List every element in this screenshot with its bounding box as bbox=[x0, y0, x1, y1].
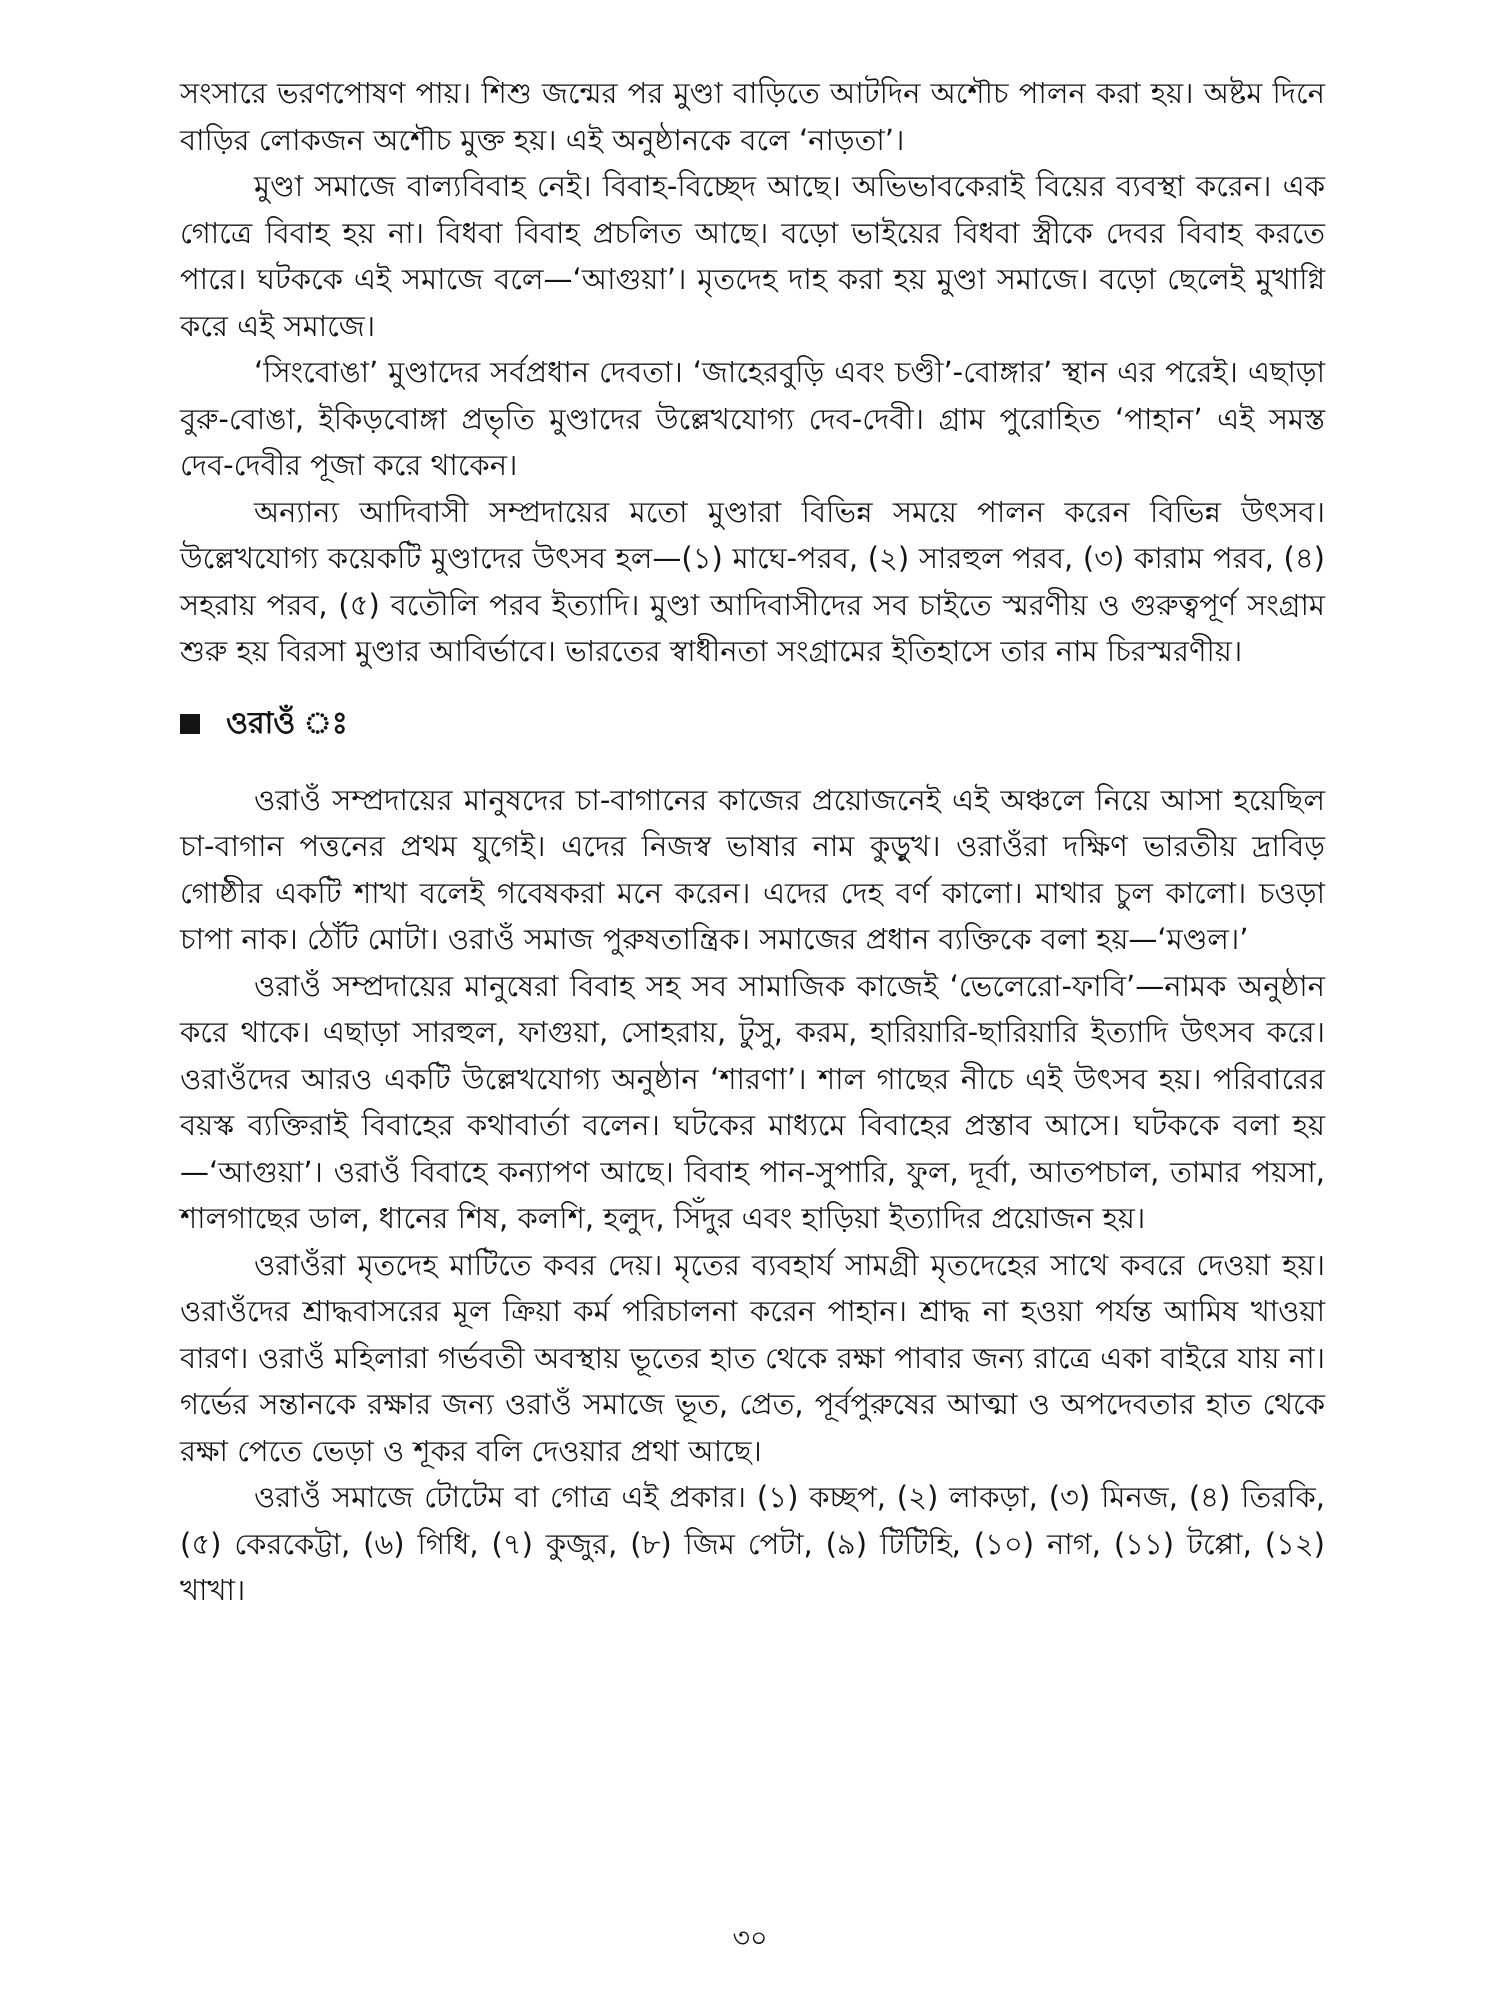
paragraph-oraon-totems: ওরাওঁ সমাজে টোটেম বা গোত্র এই প্রকার। (১) কচ্ছপ, (২) লাকড়া, (৩) মিনজ, (৪) তিরকি, (৫) কেরকেট্টা, (৬) গিধি, (৭) কুজুর, (৮) জিম পেটা, (৯) টিটিহি, (১০) নাগ, (১১) টপ্পো, (১২) খাখা। bbox=[180, 1480, 1325, 1607]
section-heading-text: ওরাওঁ ঃ bbox=[226, 705, 348, 741]
paragraph-oraon-rituals: ওরাওঁ সম্প্রদায়ের মানুষেরা বিবাহ সহ সব সামাজিক কাজেই ‘ভেলেরো-ফাবি’—নামক অনুষ্ঠান করে থাকে। এছাড়া সারহুল, ফাগুয়া, সোহরায়, টুসু, করম, হারিয়ারি-ছারিয়ারি ইত্যাদি উৎসব করে। ওরাওঁদের আরও একটি উল্লেখযোগ্য অনুষ্ঠান ‘শারণা’। শাল গাছের নীচে এই উৎসব হয়। পরিবারের বয়স্ক ব্যক্তিরাই বিবাহের কথাবার্তা বলেন। ঘটকের মাধ্যমে বিবাহের প্রস্তাব আসে। ঘটককে বলা হয়—‘আগুয়া’। ওরাওঁ বিবাহে কন্যাপণ আছে। বিবাহ পান-সুপারি, ফুল, দূর্বা, আতপচাল, তামার পয়সা, শালগাছের ডাল, ধানের শিষ, কলশি, হলুদ, সিঁদুর এবং হাড়িয়া ইত্যাদির প্রয়োজন হয়। bbox=[180, 968, 1325, 1235]
page-body bbox=[180, 70, 1325, 1614]
page-number: ৩০ bbox=[732, 1923, 768, 1954]
section-heading bbox=[180, 701, 1325, 747]
paragraph-munda-birth: সংসারে ভরণপোষণ পায়। শিশু জন্মের পর মুণ্ডা বাড়িতে আটদিন অশৌচ পালন করা হয়। অষ্টম দিনে বাড়ির লোকজন অশৌচ মুক্ত হয়। এই অনুষ্ঠানকে বলে ‘নাড়তা’। bbox=[180, 76, 1325, 157]
paragraph-munda-festivals: অন্যান্য আদিবাসী সম্প্রদায়ের মতো মুণ্ডারা বিভিন্ন সময়ে পালন করেন বিভিন্ন উৎসব। উল্লেখযোগ্য কয়েকটি মুণ্ডাদের উৎসব হল—(১) মাঘে-পরব, (২) সারহুল পরব, (৩) কারাম পরব, (৪) সহরায় পরব, (৫) বতৌলি পরব ইত্যাদি। মুণ্ডা আদিবাসীদের সব চাইতে স্মরণীয় ও গুরুত্বপূর্ণ সংগ্রাম শুরু হয় বিরসা মুণ্ডার আবির্ভাবে। ভারতের স্বাধীনতা সংগ্রামের ইতিহাসে তার নাম চিরস্মরণীয়। bbox=[180, 494, 1325, 668]
paragraph-oraon-burial: ওরাওঁরা মৃতদেহ মাটিতে কবর দেয়। মৃতের ব্যবহার্য সামগ্রী মৃতদেহের সাথে কবরে দেওয়া হয়। ওরাওঁদের শ্রাদ্ধবাসরের মূল ক্রিয়া কর্ম পরিচালনা করেন পাহান। শ্রাদ্ধ না হওয়া পর্যন্ত আমিষ খাওয়া বারণ। ওরাওঁ মহিলারা গর্ভবতী অবস্থায় ভূতের হাত থেকে রক্ষা পাবার জন্য রাত্রে একা বাইরে যায় না। গর্ভের সন্তানকে রক্ষার জন্য ওরাওঁ সমাজে ভূত, প্রেত, পূর্বপুরুষের আত্মা ও অপদেবতার হাত থেকে রক্ষা পেতে ভেড়া ও শূকর বলি দেওয়ার প্রথা আছে। bbox=[180, 1247, 1325, 1468]
paragraph-munda-deities: ‘সিংবোঙা’ মুণ্ডাদের সর্বপ্রধান দেবতা। ‘জাহেরবুড়ি এবং চণ্ডী’-বোঙ্গার’ স্থান এর পরেই। এছাড়া বুরু-বোঙা, ইকিড়বোঙ্গা প্রভৃতি মুণ্ডাদের উল্লেখযোগ্য দেব-দেবী। গ্রাম পুরোহিত ‘পাহান’ এই সমস্ত দেব-দেবীর পূজা করে থাকেন। bbox=[180, 355, 1325, 482]
square-bullet-icon bbox=[180, 714, 200, 734]
paragraph-munda-marriage: মুণ্ডা সমাজে বাল্যবিবাহ নেই। বিবাহ-বিচ্ছেদ আছে। অভিভাবকেরাই বিয়ের ব্যবস্থা করেন। এক গোত্রে বিবাহ হয় না। বিধবা বিবাহ প্রচলিত আছে। বড়ো ভাইয়ের বিধবা স্ত্রীকে দেবর বিবাহ করতে পারে। ঘটককে এই সমাজে বলে—‘আগুয়া’। মৃতদেহ দাহ করা হয় মুণ্ডা সমাজে। বড়ো ছেলেই মুখাগ্নি করে এই সমাজে। bbox=[180, 169, 1325, 343]
paragraph-oraon-origin: ওরাওঁ সম্প্রদায়ের মানুষদের চা-বাগানের কাজের প্রয়োজনেই এই অঞ্চলে নিয়ে আসা হয়েছিল চা-বাগান পত্তনের প্রথম যুগেই। এদের নিজস্ব ভাষার নাম কুড়ুখ। ওরাওঁরা দক্ষিণ ভারতীয় দ্রাবিড় গোষ্ঠীর একটি শাখা বলেই গবেষকরা মনে করেন। এদের দেহ বর্ণ কালো। মাথার চুল কালো। চওড়া চাপা নাক। ঠোঁট মোটা। ওরাওঁ সমাজ পুরুষতান্ত্রিক। সমাজের প্রধান ব্যক্তিকে বলা হয়—‘মণ্ডল।’ bbox=[180, 782, 1325, 956]
